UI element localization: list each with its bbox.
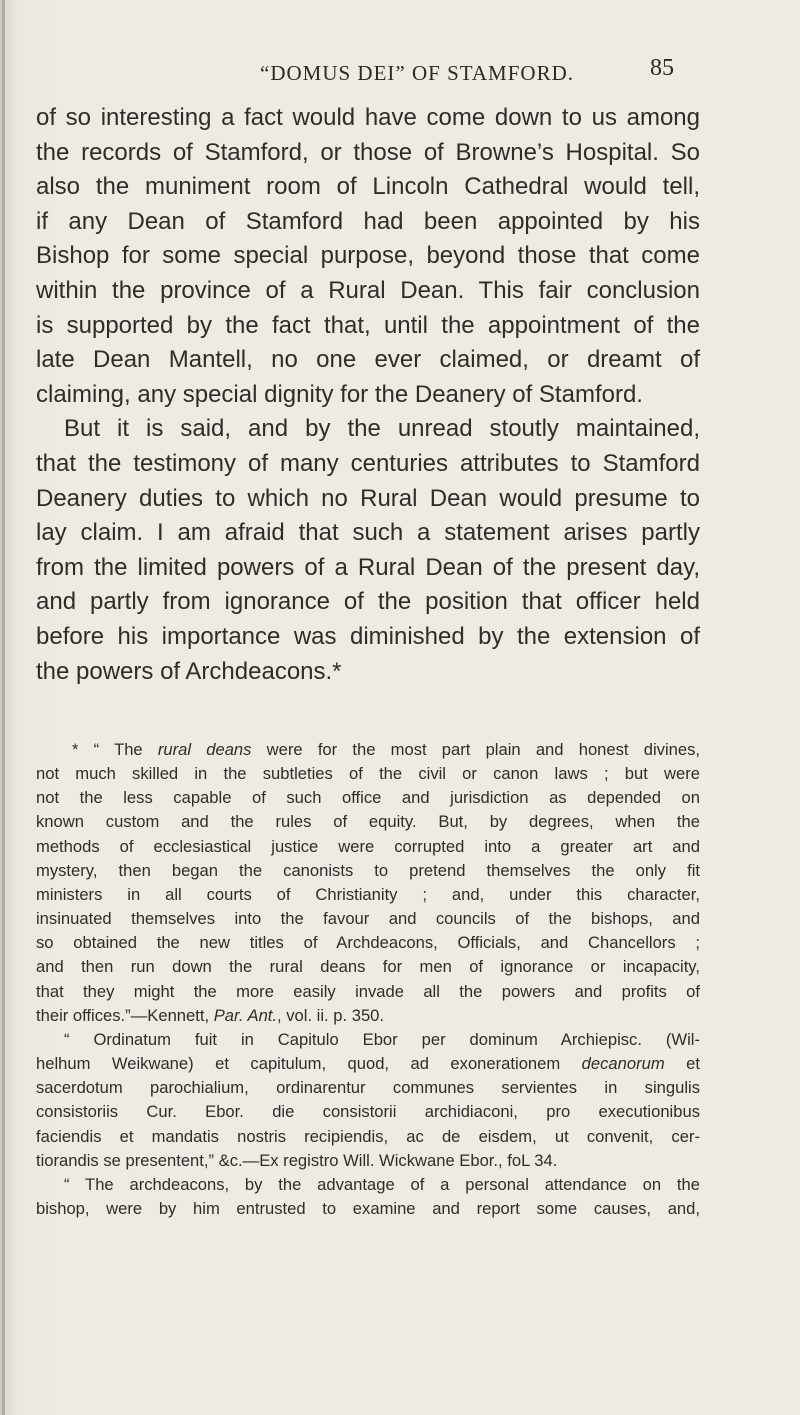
text-line: also the muniment room of Lincoln Cathedral would tell,: [36, 173, 700, 201]
footnote-line: not much skilled in the subtleties of the civil or canon laws ; but were: [36, 764, 700, 784]
running-head: “DOMUS DEI” OF STAMFORD.: [260, 61, 575, 85]
footnote-line: so obtained the new titles of Archdeacons, Officials, and Chancellors ;: [36, 933, 700, 953]
body-text: [36, 101, 700, 689]
text-line: and partly from ignorance of the position that officer held: [36, 588, 700, 616]
binding-gutter: [2, 0, 5, 1415]
footnote-text: et: [664, 1054, 701, 1074]
text-line: of so interesting a fact would have come down to us among: [36, 104, 700, 131]
footnote-italic: rural deans: [157, 740, 252, 759]
paragraph: [36, 412, 700, 689]
footnote-line: insinuated themselves into the favour and councils of the bishops, and: [36, 909, 700, 929]
text-line: the records of Stamford, or those of Browne’s Hospital. So: [36, 138, 700, 166]
footnote-line: [36, 1052, 700, 1076]
text-line: late Dean Mantell, no one ever claimed, or dreamt of: [36, 346, 700, 374]
footnote-italic: Par. Ant.: [213, 1005, 278, 1025]
footnote: [36, 1173, 700, 1221]
text-line: from the limited powers of a Rural Dean of the present day,: [36, 553, 700, 581]
text-line: within the province of a Rural Dean. This fair conclusion: [36, 276, 700, 304]
footnote-line: “ The archdeacons, by the advantage of a personal attendance on the: [64, 1174, 700, 1194]
footnote: [36, 738, 700, 1028]
text-line: Deanery duties to which no Rural Dean would presume to: [36, 484, 700, 512]
footnote-line: consistoriis Cur. Ebor. die consistorii archidiaconi, pro executionibus: [36, 1102, 700, 1122]
page-header: [0, 55, 800, 95]
footnote-text: * “ The: [72, 740, 158, 759]
footnote-italic: decanorum: [581, 1054, 665, 1074]
footnotes: [36, 738, 700, 1221]
text-line: Bishop for some special purpose, beyond those that come: [36, 242, 700, 270]
footnote-line: [36, 738, 700, 762]
footnote-line: faciendis et mandatis nostris recipiendis, ac de eisdem, ut convenit, cer-: [36, 1126, 700, 1146]
text-line: if any Dean of Stamford had been appointed by his: [36, 207, 700, 235]
footnote-line: ministers in all courts of Christianity ; and, under this character,: [36, 884, 700, 904]
footnote-line: not the less capable of such office and jurisdiction as depended on: [36, 788, 700, 808]
footnote-text: helhum Weikwane) et capitulum, quod, ad exonerationem: [36, 1054, 582, 1074]
text-line: But it is said, and by the unread stoutly maintained,: [64, 415, 700, 443]
footnote-text: their offices.”—Kennett,: [36, 1005, 214, 1025]
footnote: [36, 1028, 700, 1173]
footnote-line: sacerdotum parochialium, ordinarentur communes servientes in singulis: [36, 1078, 700, 1098]
footnote-text: were for the most part plain and honest divines,: [251, 740, 700, 759]
text-line: before his importance was diminished by the extension of: [36, 622, 700, 650]
text-line: that the testimony of many centuries attributes to Stamford: [36, 449, 700, 477]
footnote-line: mystery, then began the canonists to pretend themselves the only fit: [36, 860, 700, 880]
text-line: claiming, any special dignity for the Deanery of Stamford.: [36, 380, 643, 408]
text-line: lay claim. I am afraid that such a statement arises partly: [36, 519, 700, 547]
footnote-line: [36, 1004, 700, 1028]
paragraph: [36, 101, 700, 412]
text-line: the powers of Archdeacons.*: [36, 657, 342, 685]
footnote-line: methods of ecclesiastical justice were corrupted into a greater art and: [36, 836, 700, 856]
footnote-line: and then run down the rural deans for men of ignorance or incapacity,: [36, 957, 700, 977]
footnote-line: bishop, were by him entrusted to examine and report some causes, and,: [36, 1198, 700, 1218]
footnote-line: known custom and the rules of equity. But, by degrees, when the: [36, 812, 700, 832]
page-number: 85: [650, 55, 674, 81]
text-line: is supported by the fact that, until the appointment of the: [36, 311, 700, 339]
footnote-text: , vol. ii. p. 350.: [277, 1005, 385, 1025]
footnote-line: tiorandis se presentent,” &c.—Ex registro Will. Wickwane Ebor., foL 34.: [36, 1150, 558, 1170]
footnote-line: that they might the more easily invade all the powers and profits of: [36, 981, 700, 1001]
footnote-line: “ Ordinatum fuit in Capitulo Ebor per dominum Archiepisc. (Wil-: [64, 1029, 700, 1049]
